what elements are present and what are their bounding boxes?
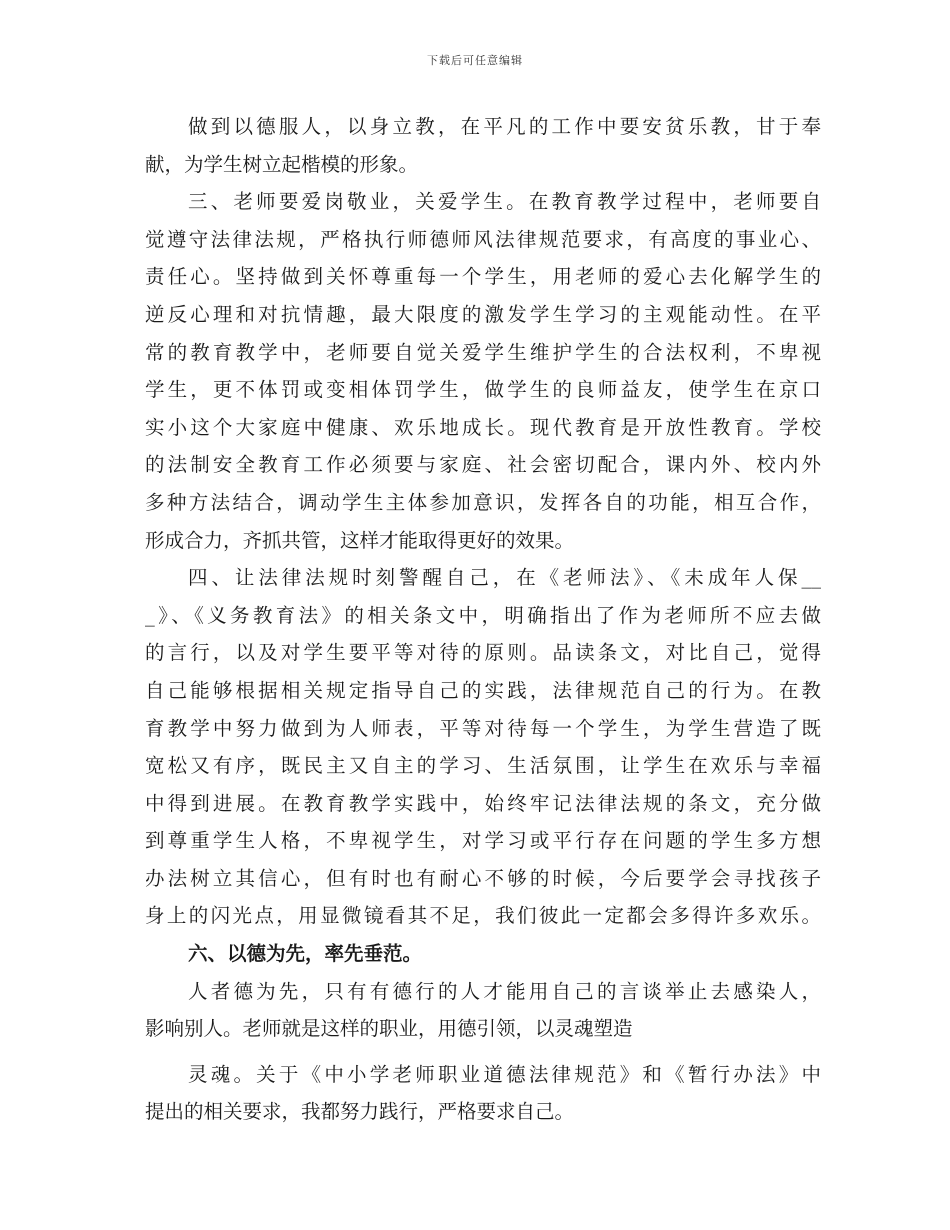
text-line: 自己能够根据相关规定指导自己的实践，法律规范自己的行为。在教 (145, 678, 821, 702)
document-body (145, 108, 821, 1131)
text-line: 逆反心理和对抗情趣，最大限度的激发学生学习的主观能动性。在平 (145, 302, 821, 326)
text-line: 的言行，以及对学生要平等对待的原则。品读条文，对比自己，觉得 (145, 641, 821, 665)
text-line: 觉遵守法律法规，严格执行师德师风法律规范要求，有高度的事业心、 (145, 227, 821, 251)
text-line: 育教学中努力做到为人师表，平等对待每一个学生，为学生营造了既 (145, 716, 821, 740)
page-header: 下载后可任意编辑 (427, 54, 523, 67)
text-line: 的法制安全教育工作必须要与家庭、社会密切配合，课内外、校内外 (145, 453, 821, 477)
text-line: 多种方法结合，调动学生主体参加意识，发挥各自的功能，相互合作， (145, 490, 821, 514)
text-line: 办法树立其信心，但有时也有耐心不够的时候，今后要学会寻找孩子 (145, 866, 821, 890)
text-line: 宽松又有序，既民主又自主的学习、生活氛围，让学生在欢乐与幸福 (145, 754, 821, 778)
text-line: 中得到进展。在教育教学实践中，始终牢记法律法规的条文，充分做 (145, 791, 821, 815)
section-heading: 六、以德为先，率先垂范。 (188, 942, 423, 966)
text-line: 提出的相关要求，我都努力践行，严格要求自己。 (145, 1100, 575, 1124)
text-line: 责任心。坚持做到关怀尊重每一个学生，用老师的爱心去化解学生的 (145, 265, 821, 289)
text-line: 到尊重学生人格，不卑视学生，对学习或平行存在问题的学生多方想 (145, 829, 821, 853)
text-line: 学生，更不体罚或变相体罚学生，做学生的良师益友，使学生在京口 (145, 378, 821, 402)
text-line: 献，为学生树立起楷模的形象。 (145, 152, 419, 176)
text-line: 实小这个大家庭中健康、欢乐地成长。现代教育是开放性教育。学校 (145, 415, 821, 439)
text-line: 影响别人。老师就是这样的职业，用德引领，以灵魂塑造 (145, 1017, 633, 1041)
text-line: 灵魂。关于《中小学老师职业道德法律规范》和《暂行办法》中 (188, 1062, 821, 1086)
paragraph-4-heading-line: 四、让法律法规时刻警醒自己，在《老师法》、《未成年人保__ (188, 566, 821, 590)
text-line: _》、《义务教育法》的相关条文中，明确指出了作为老师所不应去做 (145, 603, 821, 627)
text-line: 身上的闪光点，用显微镜看其不足，我们彼此一定都会多得许多欢乐。 (145, 904, 821, 928)
text-line: 形成合力，齐抓共管，这样才能取得更好的效果。 (145, 528, 575, 552)
text-line: 常的教育教学中，老师要自觉关爱学生维护学生的合法权利，不卑视 (145, 340, 821, 364)
paragraph-3-heading-line: 三、老师要爱岗敬业，关爱学生。在教育教学过程中，老师要自 (188, 190, 821, 214)
text-line: 人者德为先，只有有德行的人才能用自己的言谈举止去感染人， (188, 979, 821, 1003)
text-line: 做到以德服人，以身立教，在平凡的工作中要安贫乐教，甘于奉 (188, 115, 821, 138)
